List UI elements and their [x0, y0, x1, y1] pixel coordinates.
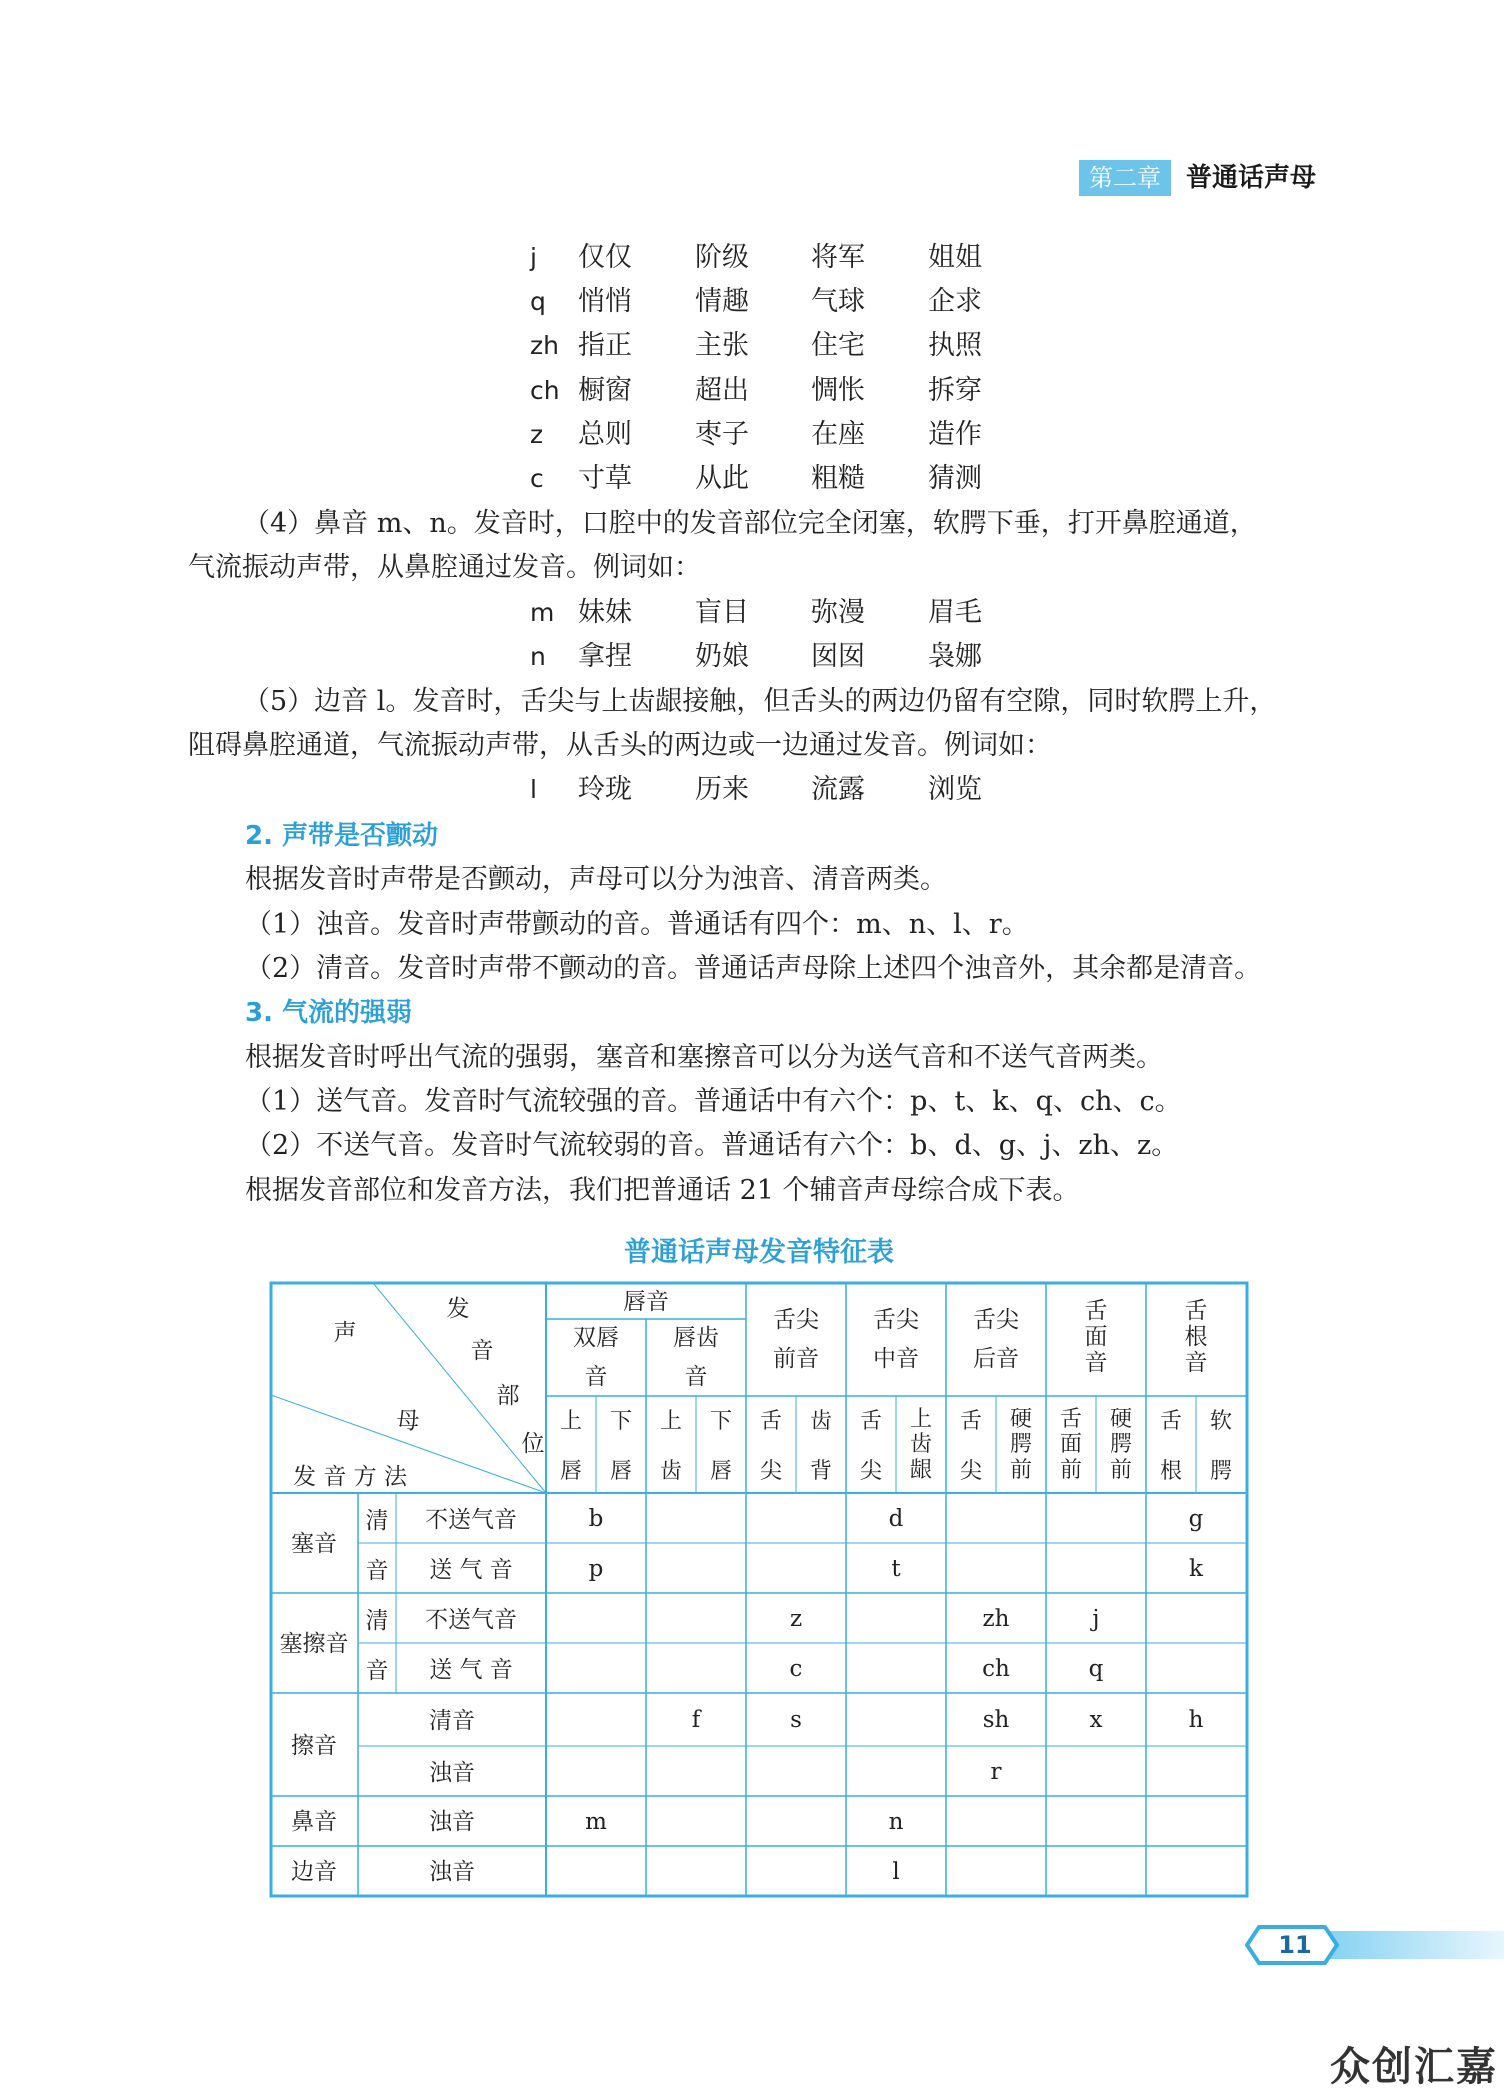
sub-header: 硬 — [1109, 1407, 1133, 1432]
paragraph: （2）清音。发音时声带不颤动的音。普通话声母除上述四个浊音外，其余都是清音。 — [245, 953, 1262, 984]
paragraph-nasal-1: （4）鼻音 m、n。发音时，口腔中的发音部位完全闭塞，软腭下垂，打开鼻腔通道， — [243, 508, 1257, 539]
sub-header: 唇 — [609, 1459, 633, 1484]
header-shejianqian-1: 舌尖 — [773, 1307, 819, 1333]
corner-method: 发 音 方 法 — [293, 1464, 407, 1490]
cell-ch: ch — [982, 1656, 1010, 1682]
sub-header: 舌 — [1159, 1409, 1183, 1434]
cell-t: t — [891, 1556, 901, 1582]
header-shejianhou-2: 后音 — [973, 1346, 1019, 1372]
corner-sheng: 声 — [333, 1320, 357, 1346]
paragraph: 根据发音部位和发音方法，我们把普通话 21 个辅音声母综合成下表。 — [245, 1175, 1080, 1206]
header-shuangchun-2: 音 — [584, 1364, 608, 1390]
sub-header: 上 — [559, 1409, 583, 1434]
sub-header: 软 — [1209, 1409, 1233, 1434]
header-shegen-1: 舌 — [1184, 1298, 1208, 1324]
corner-yin: 音 — [470, 1338, 494, 1364]
cell-zh: zh — [982, 1606, 1010, 1632]
method-qing: 音 — [365, 1558, 389, 1584]
sub-header: 尖 — [759, 1459, 783, 1484]
cell-x: x — [1089, 1707, 1103, 1733]
sub-header: 下 — [709, 1409, 733, 1434]
cell-n: n — [888, 1809, 904, 1835]
sub-header: 舌 — [1059, 1407, 1083, 1432]
method-ca: 擦音 — [291, 1733, 337, 1759]
corner-bu: 部 — [496, 1383, 520, 1409]
method-zhuoyin: 浊音 — [429, 1859, 475, 1885]
method-qing: 音 — [365, 1658, 389, 1684]
sub-header: 舌 — [859, 1409, 883, 1434]
header-shuangchun-1: 双唇 — [573, 1325, 619, 1351]
sub-header: 齿 — [809, 1409, 833, 1434]
sub-header: 根 — [1159, 1459, 1183, 1484]
paragraph: （1）送气音。发音时气流较强的音。普通话中有六个：p、t、k、q、ch、c。 — [245, 1086, 1182, 1117]
table-caption: 普通话声母发音特征表 — [624, 1237, 894, 1268]
method-busongqi: 不送气音 — [425, 1507, 517, 1533]
cell-r: r — [990, 1759, 1002, 1785]
sub-header: 腭 — [1109, 1432, 1133, 1457]
cell-m: m — [585, 1809, 607, 1835]
header-shejianzhong-2: 中音 — [873, 1346, 919, 1372]
header-shemian-1: 舌 — [1084, 1298, 1108, 1324]
method-bi: 鼻音 — [291, 1809, 337, 1835]
method-se: 塞音 — [291, 1531, 337, 1557]
sub-header: 背 — [809, 1459, 833, 1484]
method-zhuoyin: 浊音 — [429, 1809, 475, 1835]
cell-h: h — [1188, 1707, 1204, 1733]
paragraph-lateral-1: （5）边音 l。发音时，舌尖与上齿龈接触，但舌头的两边仍留有空隙，同时软腭上升， — [243, 686, 1277, 717]
cell-p: p — [588, 1556, 604, 1582]
header-shejianqian-2: 前音 — [773, 1346, 819, 1372]
corner-mu: 母 — [396, 1408, 420, 1434]
cell-z: z — [789, 1606, 803, 1632]
cell-s: s — [790, 1707, 802, 1733]
watermark-logo: 众创汇嘉 — [1330, 2044, 1498, 2090]
sub-header: 面 — [1059, 1432, 1083, 1457]
sub-header: 尖 — [859, 1459, 883, 1484]
sub-header: 前 — [1109, 1458, 1133, 1483]
method-bian: 边音 — [291, 1859, 337, 1885]
cell-q: q — [1088, 1656, 1104, 1682]
sub-header: 唇 — [559, 1459, 583, 1484]
sub-header: 腭 — [1209, 1459, 1233, 1484]
sub-header: 前 — [1059, 1458, 1083, 1483]
header-chunchi-1: 唇齿 — [673, 1325, 719, 1351]
sub-header: 龈 — [909, 1458, 933, 1483]
paragraph: 根据发音时声带是否颤动，声母可以分为浊音、清音两类。 — [245, 864, 947, 895]
sub-header: 舌 — [759, 1409, 783, 1434]
paragraph: （1）浊音。发音时声带颤动的音。普通话有四个：m、n、l、r。 — [245, 909, 1029, 940]
cell-b: b — [588, 1506, 604, 1532]
header-shegen-2: 根 — [1184, 1324, 1208, 1350]
method-songqi: 送 气 音 — [429, 1557, 513, 1583]
sub-header: 舌 — [959, 1409, 983, 1434]
corner-wei: 位 — [521, 1431, 545, 1457]
method-qing: 清 — [365, 1608, 389, 1634]
method-busongqi: 不送气音 — [425, 1607, 517, 1633]
cell-k: k — [1189, 1556, 1203, 1582]
sub-header: 上 — [909, 1407, 933, 1432]
method-qingyin: 清音 — [429, 1708, 475, 1734]
cell-j: j — [1092, 1606, 1100, 1632]
sub-header: 下 — [609, 1409, 633, 1434]
paragraph: 根据发音时呼出气流的强弱，塞音和塞擦音可以分为送气音和不送气音两类。 — [245, 1042, 1163, 1073]
corner-fa: 发 — [446, 1296, 470, 1322]
method-zhuoyin: 浊音 — [429, 1760, 475, 1786]
header-chunchi-2: 音 — [684, 1364, 708, 1390]
cell-d: d — [888, 1506, 904, 1532]
header-shegen-3: 音 — [1184, 1350, 1208, 1376]
method-songqi: 送 气 音 — [429, 1657, 513, 1683]
sub-header: 唇 — [709, 1459, 733, 1484]
header-shemian-2: 面 — [1084, 1324, 1108, 1350]
method-qing: 清 — [365, 1508, 389, 1534]
paragraph-nasal-2: 气流振动声带，从鼻腔通过发音。例词如： — [188, 552, 701, 583]
header-shejianhou-1: 舌尖 — [973, 1307, 1019, 1333]
sub-header: 上 — [659, 1409, 683, 1434]
method-seca: 塞擦音 — [279, 1631, 349, 1657]
section-heading-voicing: 2. 声带是否颤动 — [245, 821, 439, 851]
sub-header: 齿 — [909, 1432, 933, 1457]
cell-f: f — [691, 1707, 701, 1733]
paragraph: （2）不送气音。发音时气流较弱的音。普通话有六个：b、d、g、j、zh、z。 — [245, 1130, 1179, 1161]
header-shejianzhong-1: 舌尖 — [873, 1307, 919, 1333]
sub-header: 尖 — [959, 1459, 983, 1484]
sub-header: 腭 — [1009, 1432, 1033, 1457]
cell-l: l — [892, 1859, 900, 1885]
cell-sh: sh — [982, 1707, 1010, 1733]
paragraph-lateral-2: 阻碍鼻腔通道，气流振动声带，从舌头的两边或一边通过发音。例词如： — [188, 730, 1052, 761]
header-chunyin: 唇音 — [623, 1289, 669, 1315]
sub-header: 硬 — [1009, 1407, 1033, 1432]
header-shemian-3: 音 — [1084, 1350, 1108, 1376]
cell-g: g — [1188, 1506, 1204, 1532]
chapter-title: 普通话声母 — [1186, 163, 1317, 193]
page-number: 11 — [1278, 1931, 1312, 1959]
sub-header: 齿 — [659, 1459, 683, 1484]
section-heading-airflow: 3. 气流的强弱 — [245, 998, 413, 1028]
sub-header: 前 — [1009, 1458, 1033, 1483]
chapter-tag: 第二章 — [1079, 160, 1171, 196]
cell-c: c — [789, 1656, 803, 1682]
